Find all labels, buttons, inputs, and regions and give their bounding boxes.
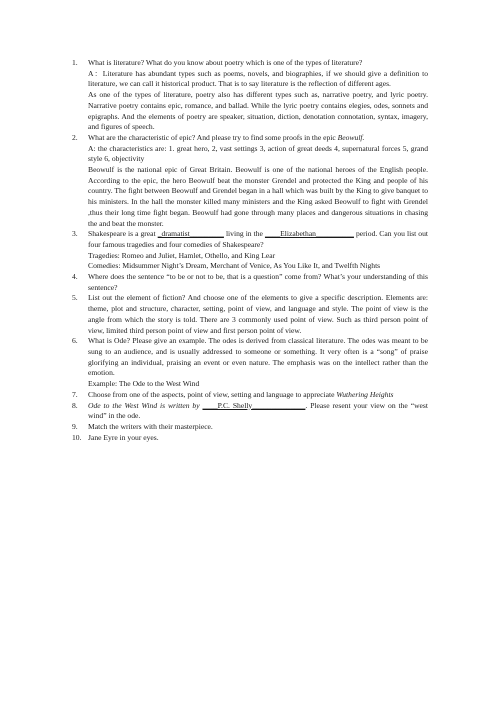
- answer-paragraph: A：Literature has abundant types such as poems, novels, and biographies, if we should give a definition to literature, we can call it historical product. That is to say literature is the reflection of different ages.: [88, 68, 428, 89]
- question-number: 5.: [72, 293, 78, 303]
- question-1: [72, 58, 428, 133]
- answer-paragraph: Beowulf is the national epic of Great Britain. Beowulf is one of the national heroes of the English people. According to the epic, the hero Beowulf beat the monster Grendel and protected the King and people of his country. The fight between Beowulf and Grendel began in a hall which was built by the King to give banquet to his ministers. In the hall the monster killed many ministers and the King asked Beowulf to fight with Grendel ,thus their long time fight began. Beowulf had gone through many places and dangerous situations in chasing the and beat the monster.: [88, 165, 428, 228]
- question-text-plain: living in the: [223, 229, 265, 239]
- question-6: [72, 336, 428, 390]
- question-2: [72, 133, 428, 229]
- question-8: [72, 401, 428, 422]
- question-text: What is Ode? Please give an example. The odes is derived from classical literature. The odes was meant to be sung to an audience, and is usually addressed to someone or something. It very often is a “song” of praise glorifying an individual, praising an event or even nature. The emphasis was on the intellect rather than the emotion.: [88, 336, 428, 378]
- filled-blank: ____P.C. Shelly______________: [202, 400, 306, 410]
- question-number: 4.: [72, 272, 78, 282]
- work-title: Wuthering Heights: [336, 389, 394, 399]
- question-text: [88, 229, 428, 250]
- question-number: 9.: [72, 421, 78, 431]
- question-number: 6.: [72, 336, 78, 346]
- question-text-plain: Choose from one of the aspects, point of view, setting and language to appreciate: [88, 389, 337, 399]
- question-9: [72, 422, 428, 433]
- answer-paragraph: Example: The Ode to the West Wind: [88, 379, 200, 389]
- question-text-italic: Ode to the West Wind is written by: [88, 400, 203, 410]
- question-10: [72, 433, 428, 444]
- question-number: 10.: [72, 432, 82, 442]
- question-text: Where does the sentence “to be or not to be, that is a question” come from? What’s your understanding of this sentence?: [88, 272, 428, 292]
- question-text: [88, 401, 428, 422]
- question-number: 8.: [72, 400, 78, 410]
- question-number: 7.: [72, 389, 78, 399]
- question-text-plain: . Please resent your view on the “west wind” in the ode.: [88, 400, 428, 421]
- question-5: [72, 293, 428, 336]
- answer-paragraph: As one of the types of literature, poetry also has different types such as, narrative poetry, and lyric poetry. Narrative poetry contains epic, romance, and ballad. While the lyric poetry contains elegies, odes, sonnets and epigraphs. And the elements of poetry are speaker, situation, diction, denotation connotation, syntax, imagery, and figures of speech.: [88, 90, 428, 132]
- filled-blank: _dramatist_________: [157, 229, 224, 239]
- question-text: What is literature? What do you know about poetry which is one of the types of literature?: [88, 58, 363, 67]
- question-number: 1.: [72, 58, 78, 67]
- question-text-plain: Shakespeare is a great: [88, 229, 158, 239]
- question-number: 2.: [72, 132, 78, 142]
- question-text: Jane Eyre in your eyes.: [88, 432, 159, 442]
- answer-paragraph: Tragedies: Romeo and Juliet, Hamlet, Othello, and King Lear: [88, 250, 276, 260]
- question-4: [72, 272, 428, 293]
- question-text-plain: What are the characteristic of epic? And please try to find some proofs in the epic: [88, 132, 338, 142]
- question-text: Match the writers with their masterpiece.: [88, 421, 213, 431]
- answer-paragraph: A: the characteristics are: 1. great hero, 2, vast settings 3, action of great deeds 4, supernatural forces 5, grand style 6, objectivity: [88, 143, 428, 164]
- question-text: List out the element of fiction? And choose one of the elements to give a specific description. Elements are: theme, plot and structure, character, setting, point of view, and language and style. The point of view is the angle from which the story is told. There are 3 commonly used point of view. Such as third person point of view, limited third person point of view and first person point of view.: [88, 293, 428, 335]
- question-text: [88, 133, 428, 144]
- question-number: 3.: [72, 229, 78, 239]
- question-text-plain: period. Can you list out four famous tragedies and four comedies of Shakespeare?: [88, 229, 429, 249]
- question-text: [88, 390, 428, 401]
- work-title: Beowulf.: [337, 132, 365, 142]
- document-page: [72, 58, 428, 443]
- filled-blank: ____Elizabethan__________: [264, 229, 354, 239]
- question-3: [72, 229, 428, 272]
- answer-paragraph: Comedies: Midsummer Night’s Dream, Merchant of Venice, As You Like It, and Twelfth Nights: [88, 261, 381, 271]
- question-7: [72, 390, 428, 401]
